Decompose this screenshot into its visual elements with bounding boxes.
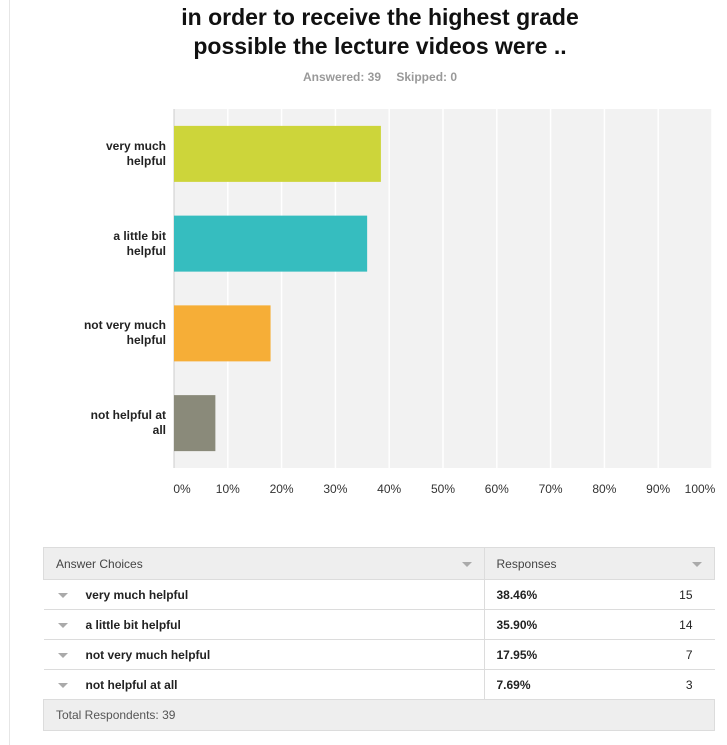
responses-header-label: Responses [496,556,557,571]
table-row [44,640,715,670]
category-label-line: very much [105,138,166,153]
question-title-line-2: possible the lecture videos were .. [193,33,567,59]
category-label [40,139,166,169]
x-tick-label: 70% [538,482,563,496]
category-label-line: not helpful at [90,408,166,423]
answer-choice-label: not very much helpful [85,647,211,662]
response-percent: 17.95% [484,640,618,670]
x-tick-label: 60% [484,482,509,496]
x-tick-label: 50% [430,482,456,496]
table-footer-row [44,700,715,731]
category-label-line: helpful [126,333,166,348]
bar[interactable] [174,216,367,272]
bar[interactable] [174,305,271,361]
x-tick-label: 90% [646,482,671,496]
question-title-line-1: in order to receive the highest grade [181,4,579,30]
category-label [40,318,166,348]
answered-count: Answered: 39 [302,70,381,84]
x-tick-label: 0% [173,482,191,496]
expand-arrow-icon[interactable] [58,683,68,688]
answer-choice-cell[interactable] [44,670,485,700]
response-percent: 38.46% [484,580,618,610]
table-header-row [44,548,715,580]
response-count: 14 [618,610,715,640]
skipped-count: Skipped: 0 [396,70,458,84]
response-percent: 7.69% [484,670,618,700]
answer-choices-header[interactable] [44,548,485,580]
answer-choice-cell[interactable] [44,610,485,640]
answer-choice-cell[interactable] [44,640,485,670]
expand-arrow-icon[interactable] [58,653,68,658]
bar[interactable] [174,126,381,182]
x-tick-label: 10% [215,482,240,496]
response-count: 3 [618,670,715,700]
response-percent: 35.90% [484,610,618,640]
responses-header[interactable] [484,548,715,580]
response-count: 7 [618,640,715,670]
answer-choice-label: very much helpful [85,587,189,602]
total-respondents: Total Respondents: 39 [44,700,715,731]
answer-choice-label: a little bit helpful [85,617,181,632]
sort-arrow-icon [692,562,702,567]
x-tick-label: 100% [684,482,716,496]
table-row [44,670,715,700]
category-label-line: all [152,423,166,438]
bar[interactable] [174,395,215,451]
category-label [40,229,166,259]
expand-arrow-icon[interactable] [58,593,68,598]
answer-choice-cell[interactable] [44,580,485,610]
x-tick-label: 80% [592,482,617,496]
category-label-line: helpful [126,243,166,258]
table-row [44,610,715,640]
category-label-line: helpful [126,153,166,168]
expand-arrow-icon[interactable] [58,623,68,628]
sort-arrow-icon [462,562,472,567]
x-tick-label: 20% [269,482,294,496]
answer-choices-header-label: Answer Choices [56,556,143,571]
x-tick-label: 40% [377,482,402,496]
response-count: 15 [618,580,715,610]
answer-choice-label: not helpful at all [85,677,178,692]
category-label-line: not very much [83,318,166,333]
x-tick-label: 30% [323,482,348,496]
responses-table [43,547,715,731]
category-label-line: a little bit [113,228,166,243]
category-label [40,408,166,438]
table-row [44,580,715,610]
